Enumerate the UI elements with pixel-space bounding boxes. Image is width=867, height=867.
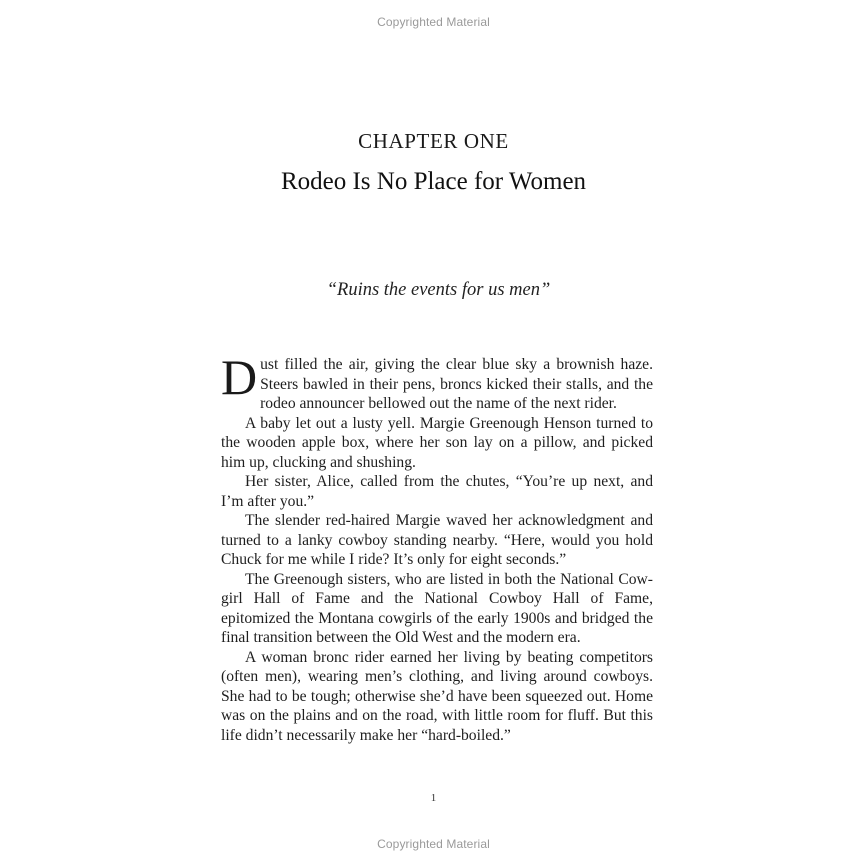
- chapter-label: CHAPTER ONE: [358, 129, 509, 153]
- body-paragraph: Her sister, Alice, called from the chutes, “You’re up next, and I’m after you.”: [221, 473, 653, 510]
- copyright-watermark-bottom: Copyrighted Material: [377, 837, 490, 851]
- body-paragraph: A baby let out a lusty yell. Margie Greenough Henson turned to the wooden apple box, where her son lay on a pillow, and picked him up, clucking and shushing.: [221, 414, 653, 471]
- chapter-title: Rodeo Is No Place for Women: [280, 168, 587, 195]
- page-number: 1: [430, 792, 437, 804]
- body-paragraph: [221, 349, 653, 414]
- chapter-epigraph: “Ruins the events for us men”: [326, 280, 551, 300]
- body-paragraph: The slender red-haired Margie waved her acknowledgment and turned to a lanky cowboy standing nearby. “Here, would you hold Chuck for me while I ride? It’s only for eight seconds.”: [221, 512, 653, 568]
- body-paragraph: The Greenough sisters, who are listed in both the National Cowgirl Hall of Fame and the National Cowboy Hall of Fame, epitomized the Montana cowgirls of the early 1900s and bridged the final transition between the Old West and the modern era.: [221, 570, 653, 646]
- chapter-body: [221, 349, 653, 745]
- body-paragraph-text: ust filled the air, giving the clear blue sky a brownish haze. Steers bawled in their pens, broncs kicked their stalls, and the rodeo announcer bellowed out the name of the next rider.: [260, 356, 653, 412]
- copyright-watermark-top: Copyrighted Material: [377, 15, 490, 29]
- body-paragraph: A woman bronc rider earned her living by beating competitors (often men), wearing men’s clothing, and living around cowboys. She had to be tough; otherwise she’d have been squeezed out. Home was on the plains and on the road, with little room for fluff. But this life didn’t necessarily make her “hard-boiled.”: [221, 648, 653, 744]
- drop-cap: D: [221, 349, 258, 405]
